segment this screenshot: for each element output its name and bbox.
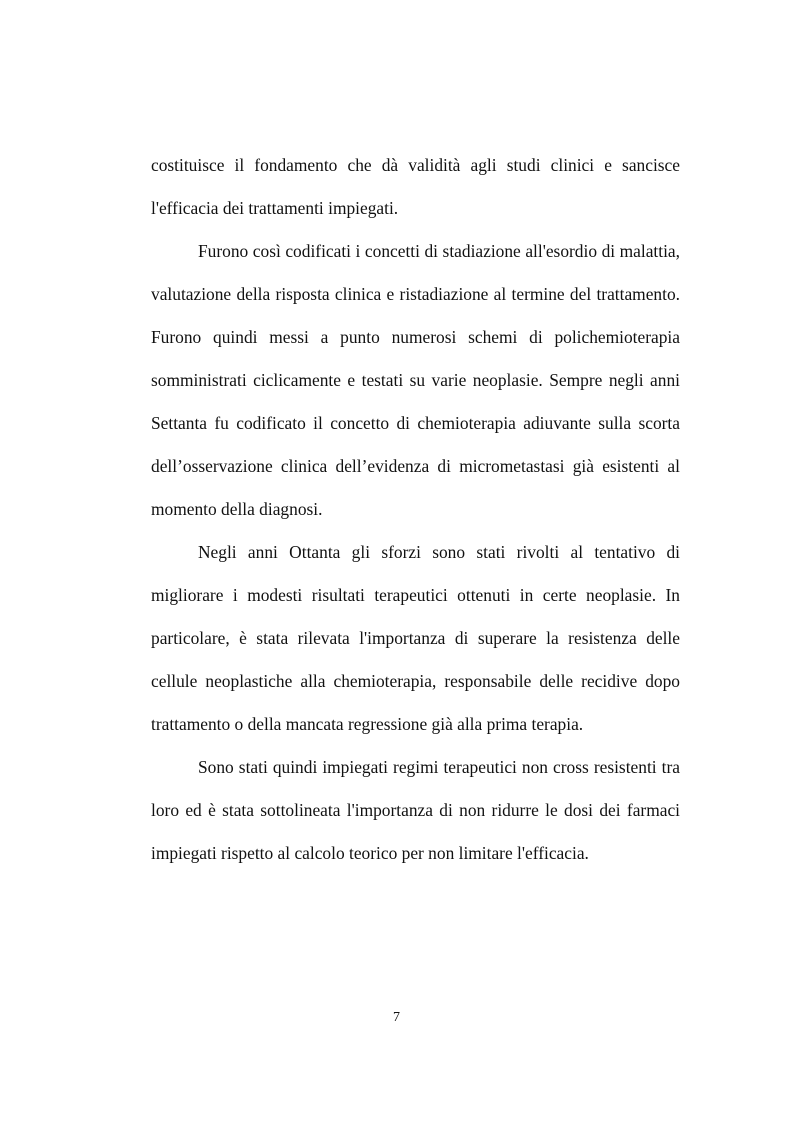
paragraph-continuation: costituisce il fondamento che dà validità agli studi clinici e sancisce l'efficacia dei trattamenti impiegati. xyxy=(151,155,680,218)
body-text xyxy=(151,144,680,875)
paragraph-eighties-resistance: Negli anni Ottanta gli sforzi sono stati rivolti al tentativo di migliorare i modesti risultati terapeutici ottenuti in certe neoplasie. In particolare, è stata rilevata l'importanza di superare la resistenza delle cellule neoplastiche alla chemioterapia, responsabile delle recidive dopo trattamento o della mancata regressione già alla prima terapia. xyxy=(151,542,680,734)
paragraph-staging-concepts: Furono così codificati i concetti di stadiazione all'esordio di malattia, valutazione della risposta clinica e ristadiazione al termine del trattamento. Furono quindi messi a punto numerosi schemi di polichemioterapia somministrati ciclicamente e testati su varie neoplasie. Sempre negli anni Settanta fu codificato il concetto di chemioterapia adiuvante sulla scorta dell’osservazione clinica dell’evidenza di micrometastasi già esistenti al momento della diagnosi. xyxy=(151,241,680,519)
page-number: 7 xyxy=(393,1010,400,1025)
paragraph-non-cross-resistant-regimens: Sono stati quindi impiegati regimi terapeutici non cross resistenti tra loro ed è stata sottolineata l'importanza di non ridurre le dosi dei farmaci impiegati rispetto al calcolo teorico per non limitare l'efficacia. xyxy=(151,757,680,863)
